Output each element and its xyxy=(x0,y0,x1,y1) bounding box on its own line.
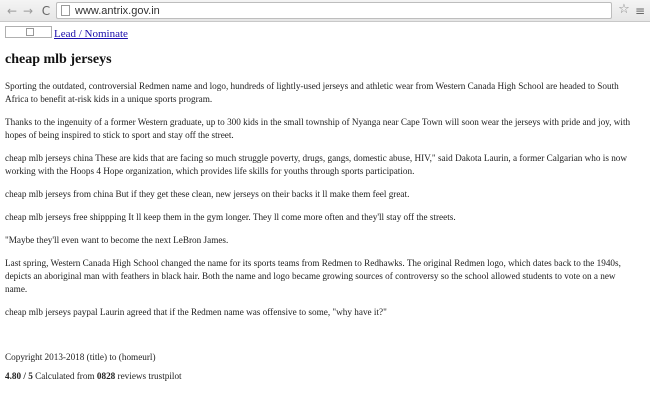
calculated-from-text: Calculated from xyxy=(32,371,97,381)
rating-value: 4.80 xyxy=(5,371,22,381)
reload-icon[interactable]: C xyxy=(41,4,51,18)
rating-line xyxy=(5,370,640,383)
article-paragraph: Last spring, Western Canada High School changed the name for its sports teams from Redmen to Redhawks. The original Redmen logo, which dates back to the 1940s, depicts an aboriginal man with feathers in black hair. Both the name and logo became growing sources of controversy so the school allowed students to vote on a new name. xyxy=(5,258,621,294)
page-content xyxy=(5,26,640,329)
lead-nominate-link[interactable]: Lead / Nominate xyxy=(54,28,128,40)
article-paragraph: cheap mlb jerseys china These are kids that are facing so much struggle poverty, drugs, gangs, domestic abuse, HIV," said Dakota Laurin, a former Calgarian who is now working with the Hoops 4 Hope organization, which provides life skills for youths through sports participation. xyxy=(5,153,628,176)
broken-image-icon xyxy=(5,26,52,38)
article-paragraph: Sporting the outdated, controversial Redmen name and logo, hundreds of lightly-used jerseys and athletic wear from Western Canada High School are headed to South Africa to benefit at-risk kids in a unique sports program. xyxy=(5,81,619,104)
header-row xyxy=(5,26,640,42)
back-arrow-icon[interactable]: ← xyxy=(6,4,18,18)
rating-max: 5 xyxy=(28,371,33,381)
page-icon xyxy=(61,5,70,16)
article-paragraph: cheap mlb jerseys paypal Laurin agreed that if the Redmen name was offensive to some, "why have it?" xyxy=(5,307,387,317)
reviews-count: 0828 xyxy=(96,371,116,381)
article-paragraph: cheap mlb jerseys from china But if they get these clean, new jerseys on their backs it ll make them feel great. xyxy=(5,189,410,199)
page-title: cheap mlb jerseys xyxy=(5,52,112,67)
reviews-text: reviews trustpilot xyxy=(115,371,182,381)
rating-separator: / xyxy=(21,371,29,381)
article-paragraph: Thanks to the ingenuity of a former Western graduate, up to 300 kids in the small township of Nyanga near Cape Town will soon wear the jerseys with pride and joy, with hopes of being inspired to stick to sport and stay off the street. xyxy=(5,117,631,140)
address-bar[interactable] xyxy=(56,2,612,19)
footer xyxy=(5,351,640,383)
url-text[interactable]: www.antrix.gov.in xyxy=(75,5,160,17)
forward-arrow-icon[interactable]: → xyxy=(22,4,34,18)
article-paragraph: "Maybe they'll even want to become the next LeBron James. xyxy=(5,235,229,245)
browser-toolbar xyxy=(0,0,650,22)
menu-icon[interactable]: ≡ xyxy=(634,4,646,18)
bookmark-star-icon[interactable]: ☆ xyxy=(618,2,630,17)
copyright-text: Copyright 2013-2018 (title) to (homeurl) xyxy=(5,352,156,362)
article-paragraph: cheap mlb jerseys free shippping It ll keep them in the gym longer. They ll come more often and they'll stay off the streets. xyxy=(5,212,456,222)
